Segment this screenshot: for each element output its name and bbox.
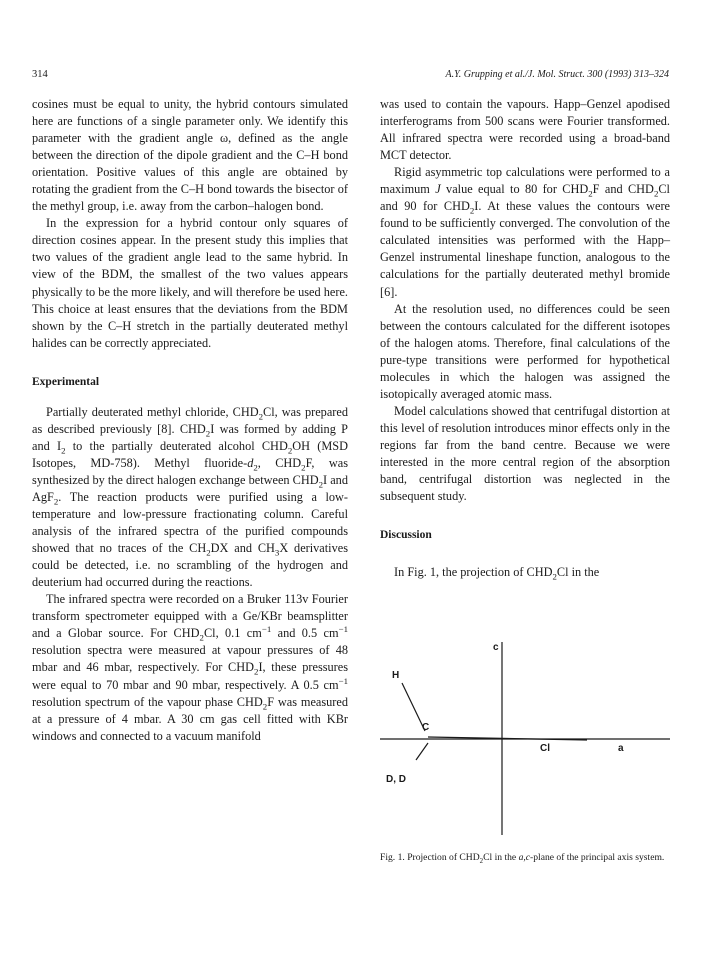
c-d-bond [416, 743, 428, 760]
carbon-label: C [422, 722, 430, 733]
right-paragraph-3: At the resolution used, no differences could be seen between the contours calculated for the different isotopes of the halogen atoms. Therefore, final calculations of the pure-type transitions were performed for hypothetical molecules in which the halogen was assigned the isotopically averaged atomic mass. [380, 301, 670, 401]
experimental-heading: Experimental [32, 375, 100, 388]
figure-caption: Fig. 1. Projection of $CHD_2Cl$ in the a,c-plane of the principal axis system. [380, 852, 665, 865]
left-paragraph-2: In the expression for a hybrid contour only squares of direction cosines appear. In the present study this implies that two values of the gradient angle lead to the same hybrid. In view of the BDM, the smallest of the two values appears physically to be the more likely, and will therefore be used here. This choice at least ensures that the deviations from the BDM shown by the C–H stretch in the partially deuterated methyl halides can be correctly appreciated. [32, 216, 348, 350]
running-head: A.Y. Grupping et al./J. Mol. Struct. 300 (1993) 313–324 [445, 69, 669, 80]
right-paragraph-1: was used to contain the vapours. Happ–Genzel apodised interferograms from 500 scans were Fourier transformed. All infrared spectra were recorded using a broad-band MCT detector. [380, 97, 670, 163]
page-number: 314 [32, 69, 48, 80]
a-axis-label: a [618, 743, 624, 754]
left-paragraph-3: Partially deuterated methyl chloride, $CHD_2Cl$, was prepared as described previously [8]. $CHD_2I$ was formed by adding P and $I_2$ to the partially deuterated alcohol $CHD_2OH$ (MSD Isotopes, MD-758). Methyl fluoride-$d_2$, $CHD_2F$, was synthesized by the direct halogen exchange between $CHD_2I$ and AgF$_2$. The reaction products were purified using a low-temperature and low-pressure fractionating column. Careful analysis of the infrared spectra of the purified compounds showed that no traces of the $CH_2DX$ and $CH_3X$ derivatives could be detected, i.e. no scrambling of the hydrogen and deuterium had occurred during the reactions. [32, 404, 348, 590]
figure-1 [380, 630, 670, 845]
hydrogen-label: H [392, 670, 400, 681]
left-paragraph-4: The infrared spectra were recorded on a Bruker 113v Fourier transform spectrometer equipped with a Ge/KBr beamsplitter and a Globar source. For $CHD_2Cl$, 0.1 $cm^{-1}$ and 0.5 $cm^{-1}$ resolution spectra were measured at vapour pressures of 48 mbar and 46 mbar, respectively. For $CHD_2I$, these pressures were equal to 70 mbar and 90 mbar, respectively. A 0.5 $cm^{-1}$ resolution spectrum of the vapour phase $CHD_2F$ was measured at a pressure of 4 mbar. A 30 cm gas cell fitted with KBr windows and connected to a vacuum manifold [32, 592, 349, 743]
left-column [32, 96, 348, 745]
right-column [380, 96, 670, 581]
c-axis-label: c [493, 642, 499, 653]
right-paragraph-5: In Fig. 1, the projection of $CHD_2Cl$ in the [394, 565, 600, 582]
right-paragraph-2: Rigid asymmetric top calculations were performed to a maximum J value equal to 80 for $CHD_2F$ and $CHD_2Cl$ and 90 for $CHD_2I$. At these values the contours were found to be sufficiently converged. The convolution of the calculated intensities was performed with the Happ–Genzel instrumental lineshape function, analogous to the calculations for the partially deuterated methyl bromide [6]. [380, 165, 670, 299]
left-paragraph-1: cosines must be equal to unity, the hybrid contours simulated here are functions of a single parameter only. We identify this parameter with the gradient angle ω, defined as the angle between the direction of the dipole gradient and the C–H bond orientation. Positive values of this angle are obtained by rotating the gradient from the C–H bond towards the bisector of the methyl group, i.e. away from the carbon–halogen bond. [32, 97, 348, 214]
deuterium-label: D, D [386, 774, 406, 785]
discussion-heading: Discussion [380, 529, 432, 542]
right-paragraph-4: Model calculations showed that centrifugal distortion at this level of resolution introduces minor effects only in the regions far from the band centre. Because we were interested in the more central region of the absorption band, centrifugal distortion was neglected in the subsequent study. [380, 403, 670, 504]
chlorine-label: Cl [540, 743, 550, 754]
projection-diagram [380, 630, 670, 845]
